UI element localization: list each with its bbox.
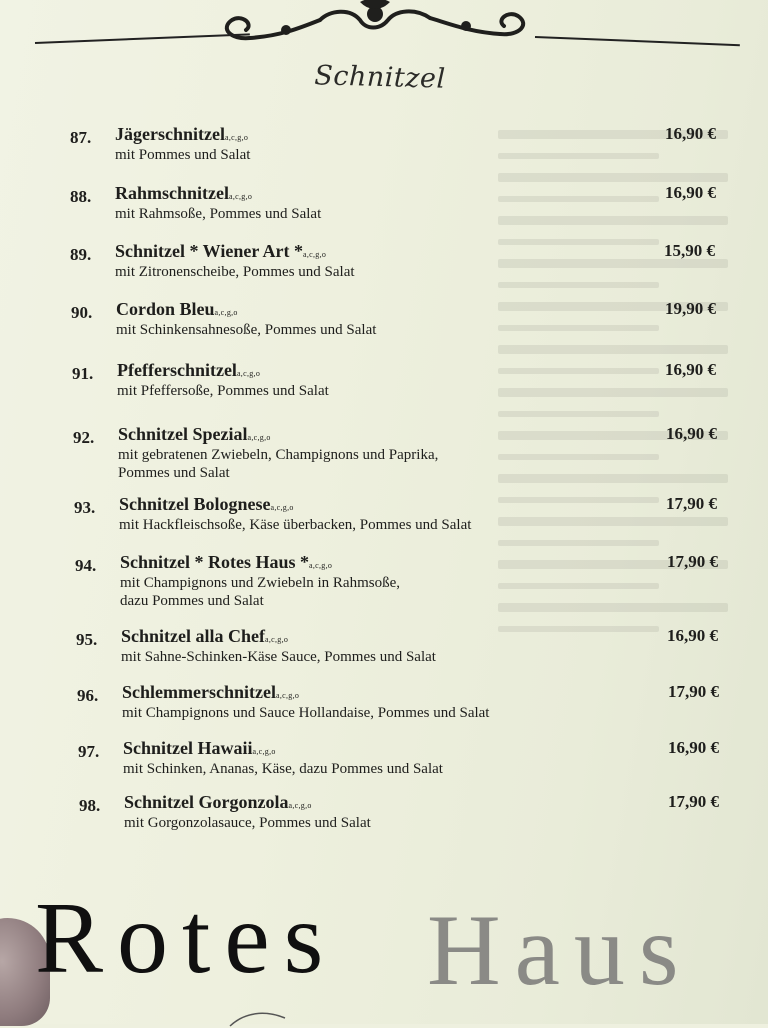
- item-name: [122, 682, 299, 703]
- item-description: [116, 321, 376, 339]
- item-price: 16,90 €: [668, 738, 719, 757]
- item-number: 90.: [71, 303, 93, 322]
- item-name-text: Schnitzel * Rotes Haus *: [120, 552, 309, 572]
- item-description-line-1: mit Zitronenscheibe, Pommes und Salat: [115, 264, 355, 280]
- item-description-line-1: mit Rahmsoße, Pommes und Salat: [115, 206, 322, 222]
- brand-word-2: Haus: [427, 894, 693, 1007]
- allergen-codes: a,c,g,o: [275, 691, 300, 700]
- item-number: 97.: [78, 742, 100, 761]
- item-name: [115, 124, 248, 145]
- item-description-line-2: dazu Pommes und Salat: [120, 593, 264, 609]
- item-name-text: Pfefferschnitzel: [117, 360, 237, 380]
- item-name: [123, 738, 276, 759]
- item-description-line-1: mit Hackfleischsoße, Käse überbacken, Pommes und Salat: [119, 517, 472, 533]
- item-number: 87.: [70, 128, 92, 147]
- item-price: 17,90 €: [668, 792, 719, 811]
- item-description: [123, 760, 443, 778]
- item-number: 96.: [77, 686, 99, 705]
- item-number: 88.: [70, 187, 92, 206]
- item-price: 16,90 €: [667, 626, 718, 645]
- item-price: 15,90 €: [664, 241, 715, 260]
- item-number: 95.: [76, 630, 98, 649]
- item-number: 91.: [72, 364, 94, 383]
- item-description: [117, 382, 329, 400]
- item-price: 17,90 €: [668, 682, 719, 701]
- item-price: 17,90 €: [666, 494, 717, 513]
- allergen-codes: a,c,g,o: [252, 747, 276, 756]
- brand-word-1: Rotes: [35, 882, 338, 995]
- item-name: [117, 360, 260, 381]
- allergen-codes: a,c,g,o: [270, 503, 294, 512]
- item-description-line-1: mit Pommes und Salat: [115, 147, 251, 163]
- item-price: 19,90 €: [665, 299, 716, 318]
- item-number: 94.: [75, 556, 97, 575]
- item-description-line-1: mit Champignons und Zwiebeln in Rahmsoße,: [120, 575, 400, 591]
- brand-name: [35, 880, 755, 1020]
- item-name: [124, 792, 312, 813]
- item-description: [115, 263, 355, 281]
- item-name-text: Schlemmerschnitzel: [122, 682, 276, 702]
- allergen-codes: a,c,g,o: [309, 561, 333, 570]
- item-description-line-1: mit Schinkensahnesoße, Pommes und Salat: [116, 322, 377, 338]
- section-title: Schnitzel: [313, 60, 446, 95]
- item-description-line-1: mit Schinken, Ananas, Käse, dazu Pommes und Salat: [123, 761, 443, 777]
- item-description-line-1: mit gebratenen Zwiebeln, Champignons und Paprika,: [118, 447, 439, 463]
- allergen-codes: a,c,g,o: [224, 133, 249, 142]
- item-description: [124, 814, 371, 832]
- item-name: [115, 241, 326, 262]
- item-name-text: Schnitzel Hawaii: [123, 738, 253, 758]
- item-description: [121, 648, 436, 666]
- bottom-flourish-icon: [225, 1008, 295, 1028]
- item-price: 17,90 €: [667, 552, 718, 571]
- item-price: 16,90 €: [665, 360, 716, 379]
- item-description-line-1: mit Gorgonzolasauce, Pommes und Salat: [124, 815, 371, 831]
- item-description: [118, 446, 438, 482]
- item-name-text: Rahmschnitzel: [115, 183, 229, 203]
- item-name-text: Cordon Bleu: [116, 299, 215, 319]
- item-name: [116, 299, 238, 320]
- item-name-text: Schnitzel Spezial: [118, 424, 248, 444]
- item-price: 16,90 €: [665, 124, 716, 143]
- item-name: [118, 424, 271, 445]
- allergen-codes: a,c,g,o: [303, 250, 327, 259]
- item-number: 93.: [74, 498, 96, 517]
- item-name: [121, 626, 288, 647]
- allergen-codes: a,c,g,o: [265, 635, 289, 644]
- allergen-codes: a,c,g,o: [236, 369, 261, 378]
- item-description-line-1: mit Champignons und Sauce Hollandaise, Pommes und Salat: [122, 705, 490, 721]
- item-name: [120, 552, 332, 573]
- item-number: 92.: [73, 428, 95, 447]
- item-name-text: Schnitzel alla Chef: [121, 626, 265, 646]
- item-description-line-1: mit Sahne-Schinken-Käse Sauce, Pommes und Salat: [121, 649, 436, 665]
- item-price: 16,90 €: [666, 424, 717, 443]
- allergen-codes: a,c,g,o: [247, 433, 271, 442]
- item-description: [122, 704, 489, 722]
- item-name-text: Schnitzel * Wiener Art *: [115, 241, 303, 261]
- item-description: [115, 146, 250, 164]
- item-description: [120, 574, 400, 610]
- allergen-codes: a,c,g,o: [288, 801, 312, 810]
- item-description: [119, 516, 471, 534]
- item-number: 89.: [70, 245, 92, 264]
- item-price: 16,90 €: [665, 183, 716, 202]
- allergen-codes: a,c,g,o: [214, 308, 238, 317]
- allergen-codes: a,c,g,o: [229, 192, 253, 201]
- item-name-text: Schnitzel Bolognese: [119, 494, 271, 514]
- item-name-text: Schnitzel Gorgonzola: [124, 792, 289, 812]
- item-description-line-1: mit Pfeffersoße, Pommes und Salat: [117, 383, 329, 399]
- item-name: [115, 183, 252, 204]
- item-name-text: Jägerschnitzel: [115, 124, 225, 144]
- item-description: [115, 205, 321, 223]
- header-ornament: [210, 0, 540, 48]
- item-number: 98.: [79, 796, 101, 815]
- item-name: [119, 494, 294, 515]
- item-description-line-2: Pommes und Salat: [118, 465, 230, 481]
